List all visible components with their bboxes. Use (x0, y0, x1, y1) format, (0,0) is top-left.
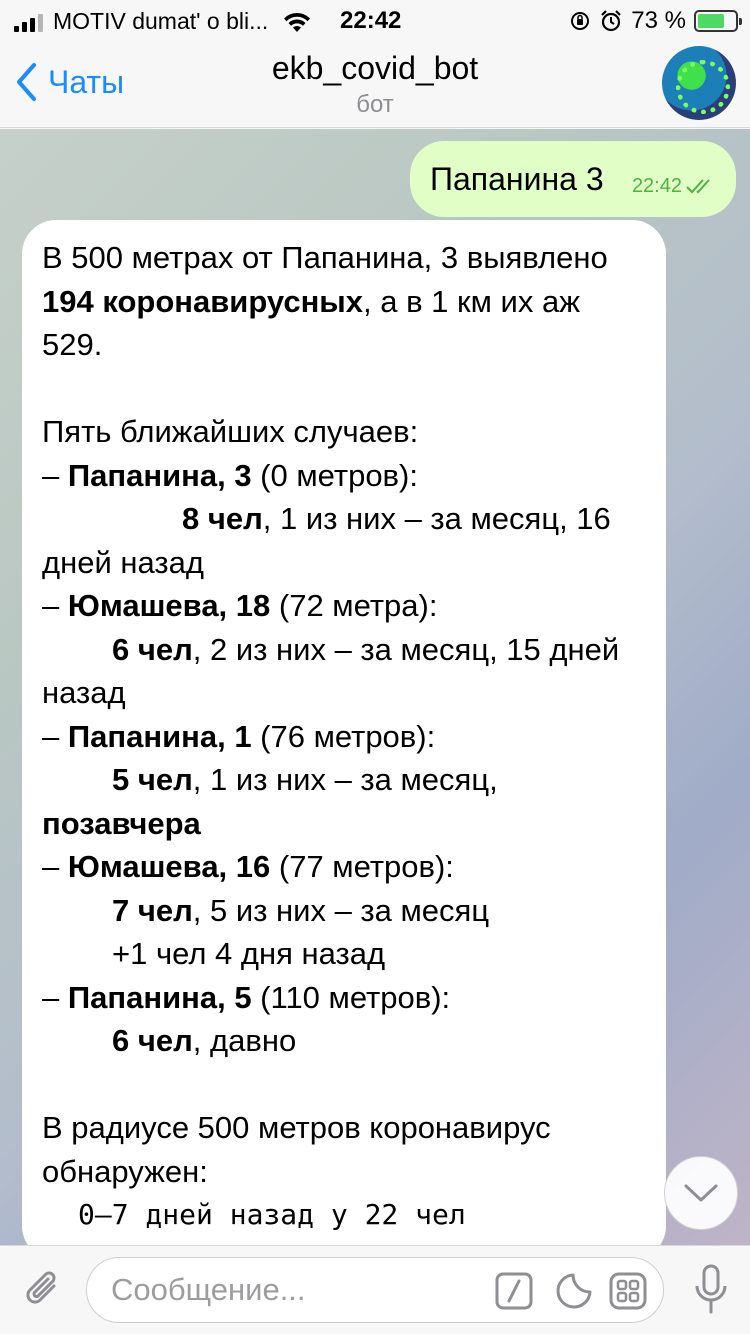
case-item: – Юмашева, 16 (77 метров): 7 чел, 5 из них – за месяц +1 чел 4 дня назад (42, 849, 490, 971)
chat-header (0, 42, 750, 128)
chat-subtitle: бот (356, 91, 394, 118)
case-item: – Юмашева, 18 (72 метра): 6 чел, 2 из них – за месяц, 15 дней назад (42, 588, 620, 710)
case-item: – Папанина, 5 (110 метров): 6 чел, давно (42, 979, 451, 1058)
chat-area[interactable] (0, 129, 750, 1245)
chat-title: ekb_covid_bot (271, 50, 479, 86)
command-icon[interactable] (495, 1272, 533, 1310)
radius-heading: В радиусе 500 метров коронавирус обнаружен: (42, 1110, 551, 1189)
nearest-heading: Пять ближайших случаев: (42, 414, 419, 449)
incoming-message[interactable] (22, 220, 666, 1245)
radius-line: 0–7 дней назад у 22 чел (78, 1198, 466, 1231)
case-item: – Папанина, 3 (0 метров): 8 чел, 1 из них – за месяц, 16 дней назад (42, 457, 611, 580)
message-time: 22:42 (631, 174, 682, 197)
bot-keyboard-icon[interactable] (609, 1272, 647, 1310)
case-item: – Папанина, 1 (76 метров): 5 чел, 1 из них – за месяц, позавчера (42, 718, 498, 841)
signal-icon (14, 12, 43, 32)
outgoing-message[interactable] (410, 141, 736, 217)
message-field (86, 1257, 664, 1323)
orientation-lock-icon (569, 10, 591, 32)
composer-bar (0, 1245, 750, 1334)
chat-title-area[interactable] (0, 50, 750, 119)
chevron-down-icon (683, 1182, 719, 1204)
back-label: Чаты (48, 63, 125, 100)
alarm-icon (599, 9, 623, 33)
double-check-icon (686, 177, 716, 195)
status-bar (0, 0, 750, 42)
paperclip-icon[interactable] (24, 1266, 64, 1312)
battery-icon (694, 10, 738, 32)
carrier-name: MOTIV dumat' o bli... (53, 8, 269, 34)
scroll-down-button[interactable] (664, 1156, 738, 1230)
message-text: Папанина 3 (430, 160, 604, 197)
microphone-icon[interactable] (694, 1264, 728, 1316)
avatar[interactable] (662, 46, 736, 120)
wifi-icon (282, 11, 312, 33)
intro-text: В 500 метрах от Папанина, 3 выявлено 194 коронавирусных, а в 1 км их аж 529. (42, 240, 608, 362)
battery-percent: 73 % (631, 7, 686, 34)
status-time: 22:42 (340, 7, 402, 34)
sticker-icon[interactable] (555, 1272, 593, 1310)
message-input[interactable] (111, 1268, 491, 1312)
